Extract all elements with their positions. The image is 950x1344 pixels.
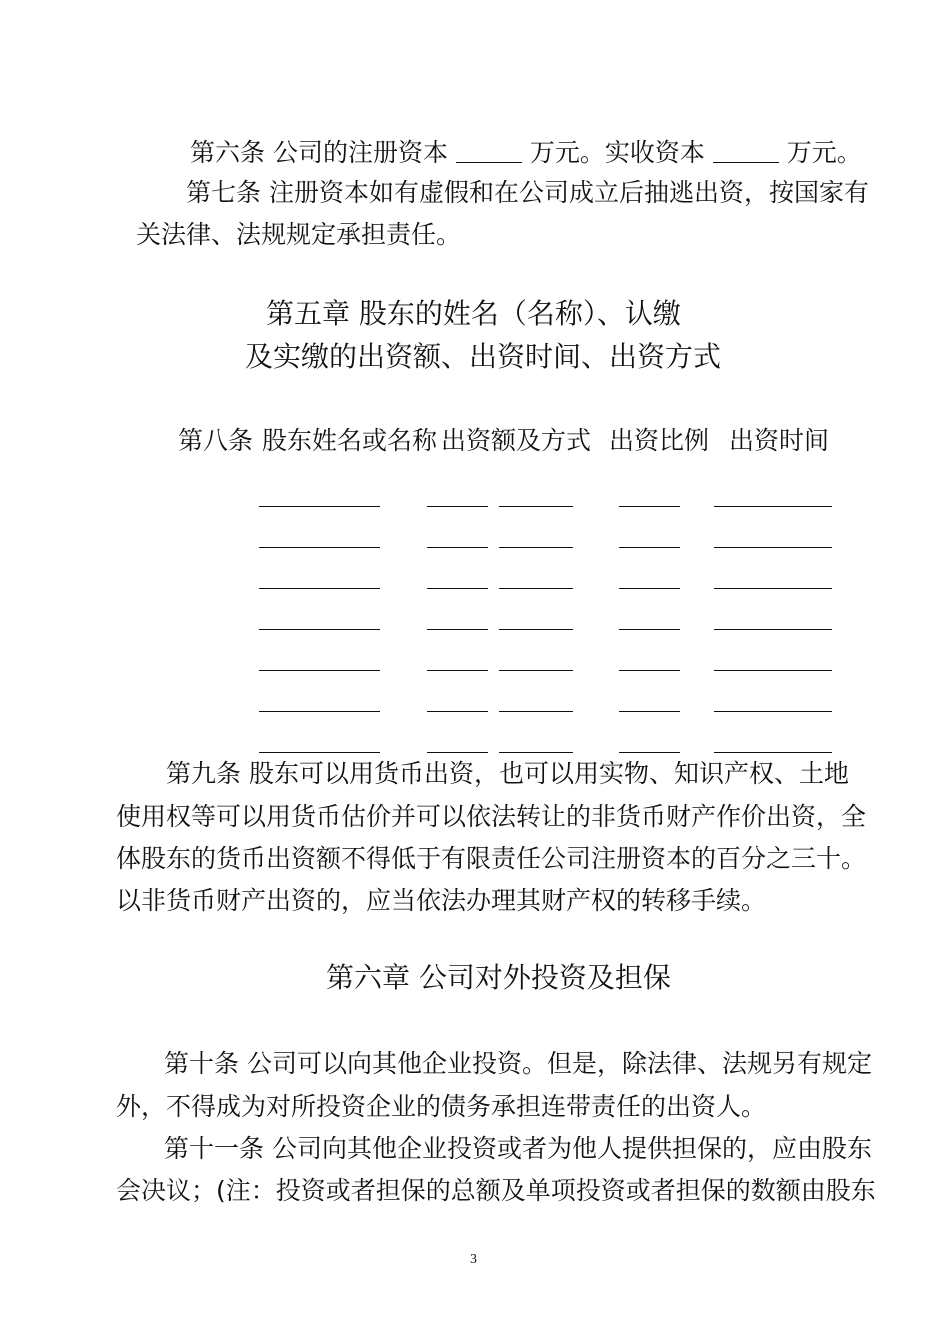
blank-line-method [499,588,573,589]
blank-line-name [259,752,380,753]
blank-line-name [259,547,380,548]
blank-line-time [714,629,832,630]
blank-line-amount [427,629,488,630]
blank-line-amount [427,506,488,507]
blank-line-method [499,752,573,753]
chapter-6-title: 第六章 公司对外投资及担保 [326,961,671,994]
blank-line-ratio [619,588,680,589]
blank-line-name [259,629,380,630]
blank-line-ratio [619,629,680,630]
article-6 [190,140,862,165]
blank-line-name [259,711,380,712]
blank-line-ratio [619,547,680,548]
article-6-text-c: 万元。 [786,138,862,167]
column-header-name: 股东姓名或名称 [262,426,438,455]
blank-line-ratio [619,752,680,753]
article-9-line-2: 使用权等可以用货币估价并可以依法转让的非货币财产作价出资，全 [116,802,867,831]
blank-line-name [259,506,380,507]
column-header-amount: 出资额及方式 [441,426,592,455]
blank-line-amount [427,588,488,589]
blank-line-time [714,588,832,589]
blank-line-method [499,670,573,671]
blank-line-amount [427,547,488,548]
blank-line-ratio [619,670,680,671]
blank-line-name [259,588,380,589]
page-number: 3 [470,1252,477,1267]
article-9-line-3: 体股东的货币出资额不得低于有限责任公司注册资本的百分之三十。 [116,844,867,873]
article-7-line-2: 关法律、法规规定承担责任。 [136,220,462,249]
article-9-line-4: 以非货币财产出资的，应当依法办理其财产权的转移手续。 [116,886,767,915]
blank-line-ratio [619,711,680,712]
blank-line-name [259,670,380,671]
blank-line-time [714,752,832,753]
article-7-line-1: 第七条 注册资本如有虚假和在公司成立后抽逃出资，按国家有 [186,178,869,207]
article-6-text-b: 万元。实收资本 [529,138,705,167]
paid-in-capital-blank [713,140,779,163]
blank-line-ratio [619,506,680,507]
column-header-ratio: 出资比例 [609,426,710,455]
registered-capital-blank [456,140,522,163]
blank-line-method [499,711,573,712]
blank-line-time [714,670,832,671]
blank-line-amount [427,670,488,671]
article-6-text-a: 第六条 公司的注册资本 [190,138,448,167]
blank-line-amount [427,752,488,753]
blank-line-time [714,506,832,507]
blank-line-time [714,711,832,712]
article-8-label: 第八条 [178,426,254,455]
chapter-5-title-line-2: 及实缴的出资额、出资时间、出资方式 [245,340,722,373]
chapter-5-title-line-1: 第五章 股东的姓名（名称）、认缴 [266,297,681,330]
article-10-line-1: 第十条 公司可以向其他企业投资。但是，除法律、法规另有规定 [164,1049,872,1078]
blank-line-method [499,506,573,507]
blank-line-method [499,629,573,630]
blank-line-method [499,547,573,548]
article-11-line-2: 会决议；(注：投资或者担保的总额及单项投资或者担保的数额由股东 [116,1176,876,1205]
blank-line-amount [427,711,488,712]
blank-line-time [714,547,832,548]
article-10-line-2: 外，不得成为对所投资企业的债务承担连带责任的出资人。 [116,1092,767,1121]
article-9-line-1: 第九条 股东可以用货币出资，也可以用实物、知识产权、土地 [166,759,849,788]
column-header-time: 出资时间 [729,426,830,455]
article-11-line-1: 第十一条 公司向其他企业投资或者为他人提供担保的，应由股东 [164,1134,872,1163]
